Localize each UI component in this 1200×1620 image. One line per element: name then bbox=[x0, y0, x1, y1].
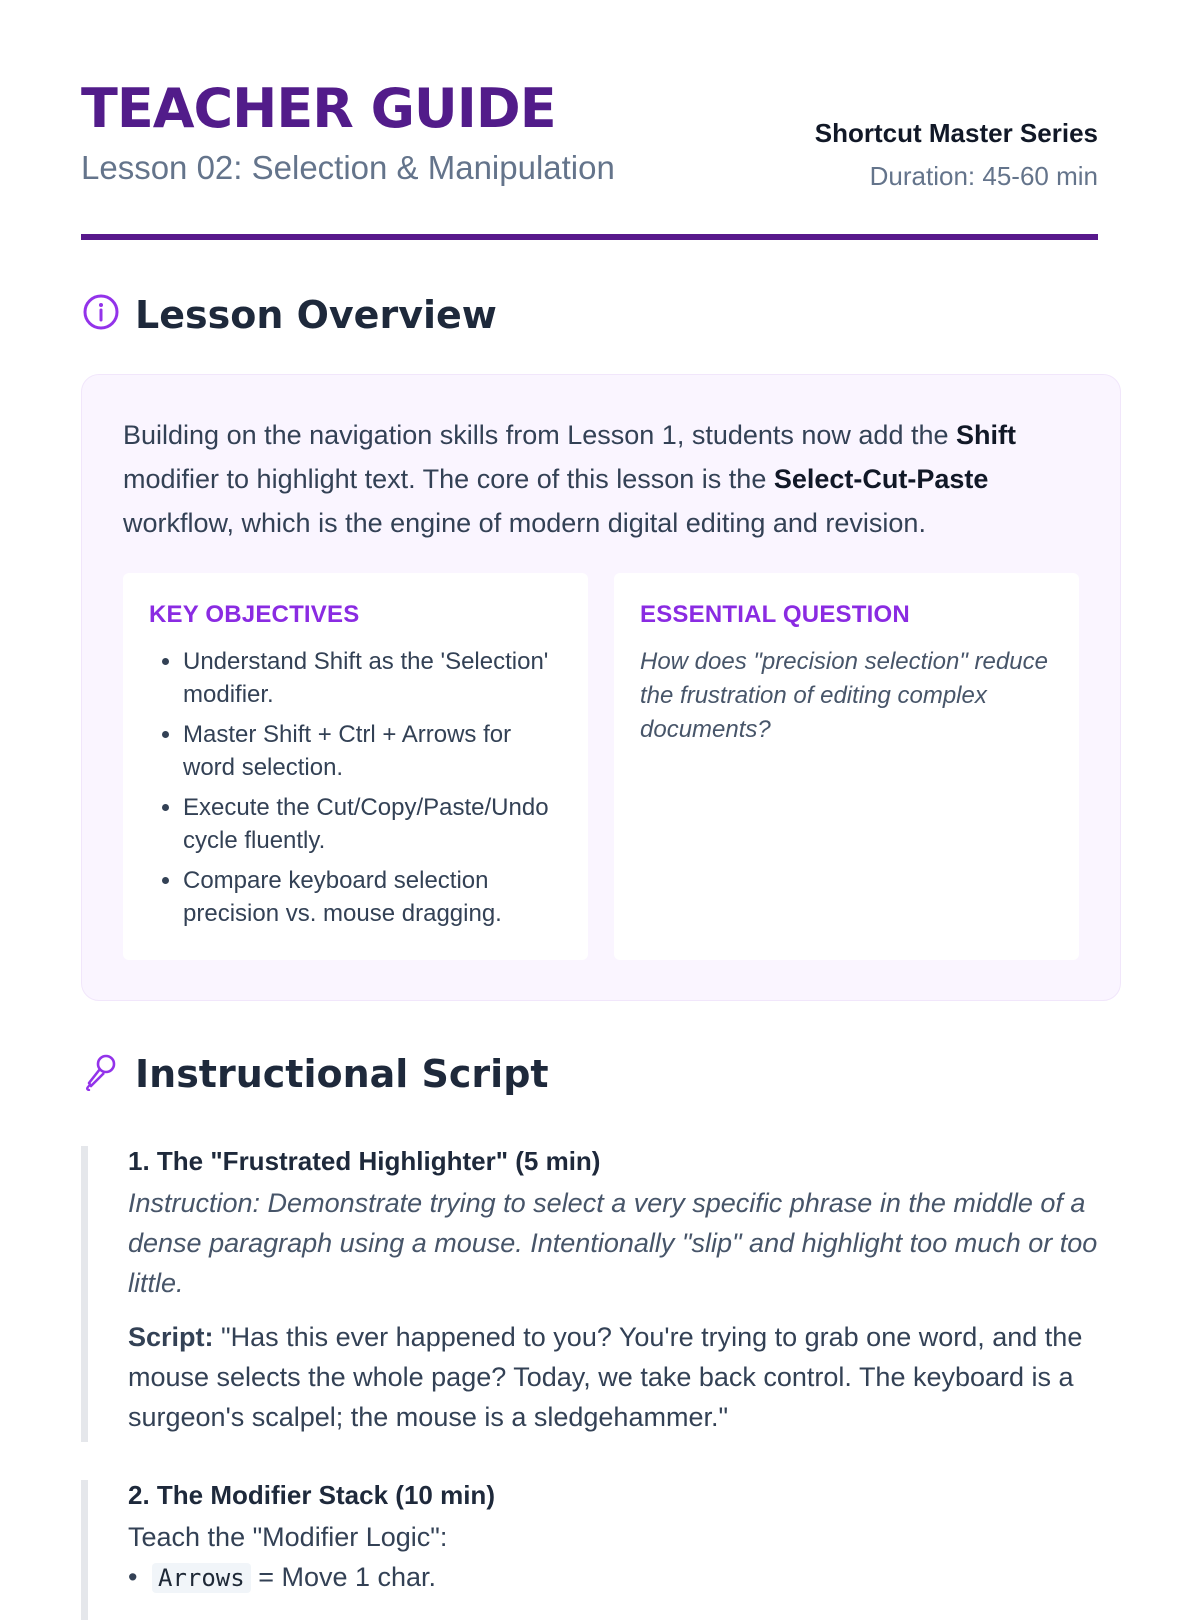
document-header bbox=[81, 0, 1098, 240]
script-step-1 bbox=[81, 1146, 1121, 1442]
overview-text-part: Building on the navigation skills from Lesson 1, students now add the bbox=[123, 420, 957, 450]
header-divider bbox=[81, 234, 1098, 240]
key-objectives-card bbox=[123, 573, 588, 960]
modifier-list bbox=[128, 1557, 1121, 1598]
lesson-overview-box bbox=[81, 374, 1121, 1001]
key-badge: Arrows bbox=[152, 1563, 251, 1593]
essential-question-text: How does "precision selection" reduce the frustration of editing complex documents? bbox=[640, 648, 1048, 743]
objective-item: • Understand Shift as the 'Selection' modifier. bbox=[183, 645, 562, 711]
script-label: Script: bbox=[128, 1322, 214, 1353]
essential-question-card bbox=[614, 573, 1079, 960]
overview-text-part: workflow, which is the engine of modern digital editing and revision. bbox=[123, 508, 926, 538]
microphone-icon bbox=[81, 1051, 121, 1096]
header-meta bbox=[815, 118, 1098, 192]
info-icon bbox=[81, 292, 121, 337]
lesson-duration: Duration: 45-60 min bbox=[869, 161, 1098, 192]
objective-item: • Compare keyboard selection precision vs. mouse dragging. bbox=[183, 864, 562, 930]
series-name: Shortcut Master Series bbox=[814, 118, 1098, 148]
key-objectives-title: KEY OBJECTIVES bbox=[149, 601, 360, 628]
overview-cards bbox=[123, 573, 1079, 960]
overview-bold-select-cut-paste: Select-Cut-Paste bbox=[773, 464, 989, 494]
essential-question-title: ESSENTIAL QUESTION bbox=[640, 601, 910, 628]
lesson-overview-heading bbox=[81, 292, 497, 337]
lesson-subtitle: Lesson 02: Selection & Manipulation bbox=[81, 149, 615, 186]
overview-text-part: modifier to highlight text. The core of this lesson is the bbox=[123, 464, 774, 494]
step-2-title: 2. The Modifier Stack (10 min) bbox=[128, 1480, 495, 1510]
overview-paragraph bbox=[123, 413, 1079, 545]
objective-item: • Execute the Cut/Copy/Paste/Undo cycle fluently. bbox=[183, 791, 562, 857]
overview-bold-shift: Shift bbox=[956, 420, 1017, 450]
step-1-instruction: Instruction: Demonstrate trying to select a very specific phrase in the middle of a dense paragraph using a mouse. Intentionally "slip" and highlight too much or too little. bbox=[128, 1188, 1098, 1299]
step-2-intro: Teach the "Modifier Logic": bbox=[128, 1522, 448, 1553]
modifier-item bbox=[128, 1557, 1121, 1598]
objective-item: • Master Shift + Ctrl + Arrows for word selection. bbox=[183, 718, 562, 784]
objectives-list bbox=[149, 645, 562, 930]
modifier-description: = Move 1 char. bbox=[250, 1562, 437, 1593]
script-step-2 bbox=[81, 1480, 1121, 1620]
step-1-title: 1. The "Frustrated Highlighter" (5 min) bbox=[128, 1146, 601, 1176]
step-1-script bbox=[128, 1317, 1121, 1437]
lesson-overview-title: Lesson Overview bbox=[135, 292, 497, 337]
document-title: TEACHER GUIDE bbox=[81, 77, 556, 140]
script-text: "Has this ever happened to you? You're trying to grab one word, and the mouse selects the whole page? Today, we take back control. The keyboard is a surgeon's scalpel; the mouse is a sledgehammer." bbox=[128, 1322, 1083, 1433]
instructional-script-heading bbox=[81, 1051, 549, 1096]
instructional-script-title: Instructional Script bbox=[135, 1051, 549, 1096]
